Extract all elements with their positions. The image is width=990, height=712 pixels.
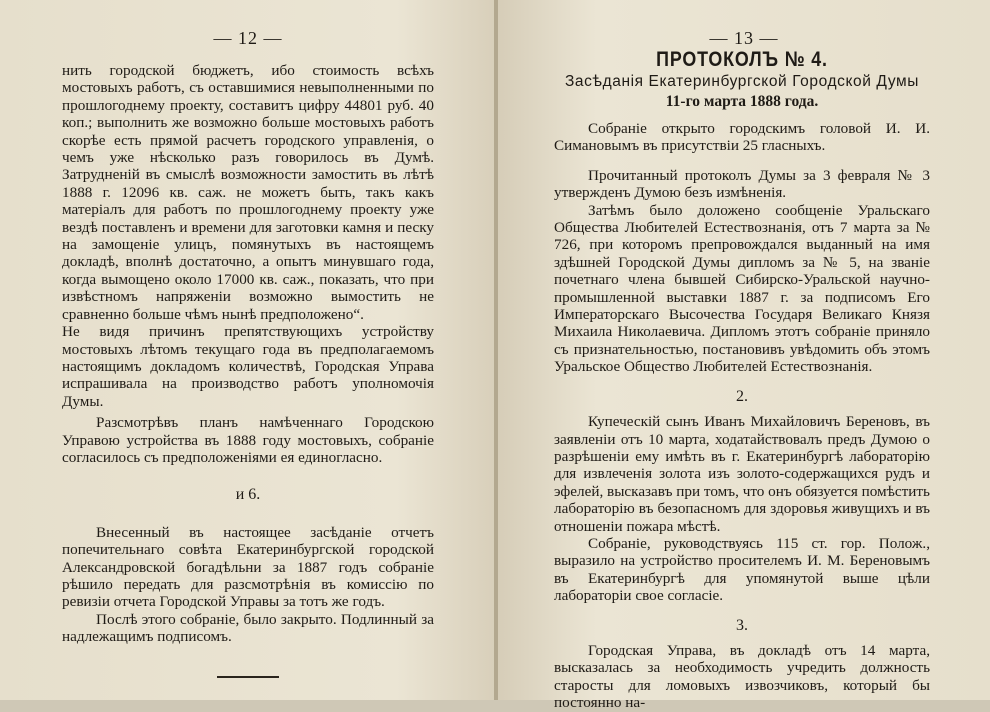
paragraph: Собраніе открыто городскимъ головой И. И. Симановымъ въ присутствіи 25 гласныхъ. [554,120,930,155]
paragraph: Внесенный въ настоящее засѣданіе отчетъ попечительнаго совѣта Екатеринбургской городской Александровской богадѣльни за 1887 годъ собраніе рѣшило передать для разсмотрѣнія въ комиссію по ревизіи отчета Городской Управы за тотъ же годъ. [62,523,434,611]
paragraph: Не видя причинъ препятствующихъ устройству мостовыхъ лѣтомъ текущаго года въ предполагаемомъ настоящимъ докладомъ количествѣ, Городская Управа испрашивала на производство работъ уполномочія Думы. [62,323,434,410]
left-text-column [62,62,434,678]
page-number-right: — 13 — [709,28,779,48]
paragraph: Купеческій сынъ Иванъ Михайловичъ Береновъ, въ заявленіи отъ 10 марта, ходатайствовалъ предъ Думою о разрѣшеніи ему имѣть въ г. Екатеринбургѣ лабораторію для извлеченія золота изъ золото-содержащихся рудъ и эфелей, высказавъ при томъ, что онъ обязуется помѣстить лабораторію въ безопасномъ для здоровья живущихъ и въ отношеніи пожара мѣстѣ. [554,413,930,535]
section-number-2: 2. [736,387,748,405]
right-page [498,0,990,712]
paragraph: Послѣ этого собраніе, было закрыто. Подлинный за надлежащимъ подписомъ. [62,610,434,646]
paragraph: Городская Управа, въ докладѣ отъ 14 марта, высказалась за необходимость учредить должность старосты для ломовыхъ извозчиковъ, который бы постоянно на- [554,641,930,712]
end-rule [217,676,279,678]
paragraph: Прочитанный протоколъ Думы за 3 февраля № 3 утвержденъ Думою безъ измѣненія. [554,166,930,202]
left-page [0,0,496,700]
section-number-3: 3. [736,616,748,634]
paragraph: Разсмотрѣвъ планъ намѣченнаго Городскою Управою устройства въ 1888 году мостовыхъ, собраніе согласилось съ предположеніями ея единогласно. [62,414,434,466]
paragraph: Собраніе, руководствуясь 115 ст. гор. Полож., выразило на устройство просителемъ И. М. Береновымъ въ Екатеринбургѣ для упомянутой выше цѣли лабораторіи свое согласіе. [554,534,930,605]
paragraph: Затѣмъ было доложено сообщеніе Уральскаго Общества Любителей Естествознанія, отъ 7 марта за № 726, при которомъ препровождался выданный на имя здѣшней Городской Думы дипломъ за № 5, на званіе почетнаго члена бывшей Сибирско-Уральской научно-промышленной выставки 1887 г. за подписомъ Его Императорскаго Высочества Государя Великаго Князя Михаила Николаевича. Дипломъ этотъ собраніе приняло съ признательностью, постановивъ увѣдомить объ этомъ Уральское Общество Любителей Естествознанія. [554,201,930,376]
paragraph: нить городской бюджетъ, ибо стоимость всѣхъ мостовыхъ работъ, съ оставшимися невыполненными по прошлогоднему проекту, составитъ цифру 44801 руб. 40 коп.; выполнить же возможно больше мостовыхъ работъ скорѣе есть прямой расчетъ городского управленія, о чемъ уже нѣсколько разъ говорилось въ Думѣ. Затрудненій въ смыслѣ возможности замостить въ лѣтѣ 1888 г. 12096 кв. саж. не можетъ быть, такъ какъ матеріалъ для работъ по прошлогоднему проекту уже вездѣ поставленъ и времени для заготовки камня и песку на замощеніе улицъ, помянутыхъ въ настоящемъ докладѣ, вполнѣ достаточно, а опытъ минувшаго года, когда вымощено около 17000 кв. саж., показать, что при извѣстномъ напряженіи возможно вымостить не сравненно больше чѣмъ нынѣ предположено“. [62,62,434,323]
page-number-left: — 12 — [213,28,283,48]
protocol-subtitle: Засѣданія Екатеринбургской Городской Думы [564,73,920,90]
right-text-column [554,48,930,712]
protocol-title: ПРОТОКОЛЪ № 4. [656,48,828,71]
protocol-date: 11-го марта 1888 года. [665,93,819,110]
section-heading: и 6. [235,486,261,504]
